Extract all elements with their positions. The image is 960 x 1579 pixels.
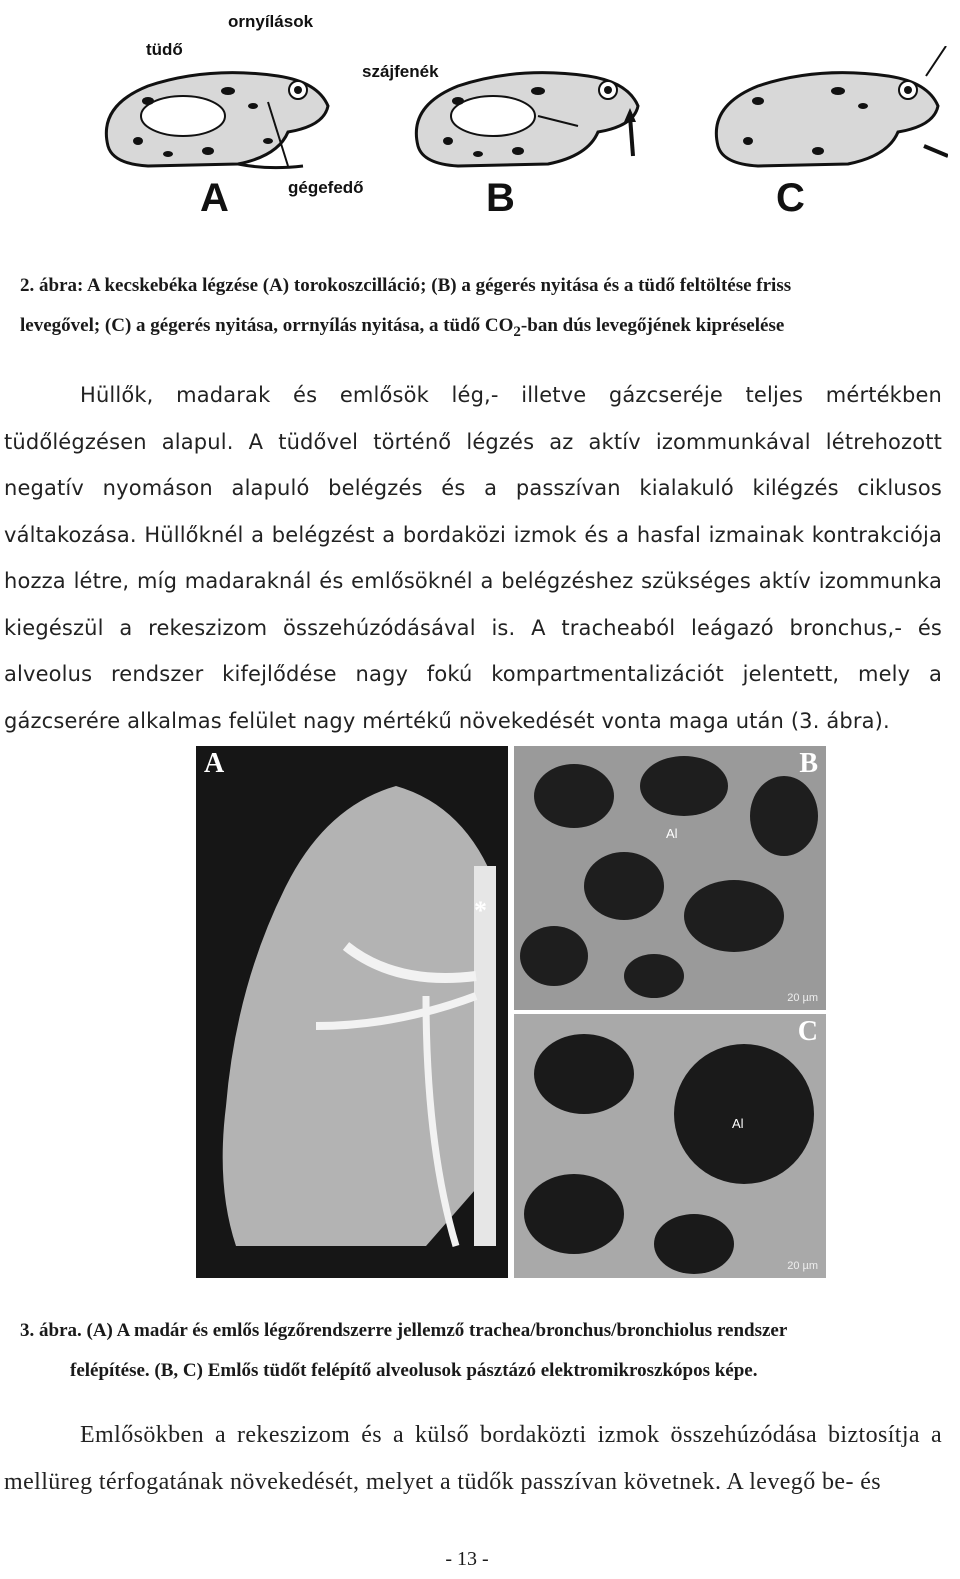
label-gegefedo: gégefedő (288, 178, 364, 197)
frog-illustration-c (698, 46, 948, 176)
body-paragraph-2: Emlősökben a rekeszizom és a külső bordaközti izmok összehúzódása biztosítja a mellüreg térfogatának növekedését, melyet a tüdők passzívan követnek. A levegő be- és (4, 1422, 942, 1495)
frog-panel-c-letter: C (776, 176, 805, 220)
caption-3-line-2: felépítése. (B, C) Emlős tüdőt felépítő alveolusok pásztázó elektromikroszkópos képe. (70, 1360, 758, 1381)
frog-illustration-a (88, 46, 338, 176)
body-paragraph-1: Hüllők, madarak és emlősök lég,- illetve gázcseréje teljes mértékben tüdőlégzésen alapul. A tüdővel történő légzés az aktív izommunkával létrehozott negatív nyomáson alapuló belégzés és a passzívan kialakuló kilégzés ciklusos váltakozása. Hüllőknél a belégzést a bordaközi izmok és a hasfal izmainak kontrakciója hozza létre, míg madaraknál és emlősöknél a belégzéshez szükséges aktív izommunka kiegészül a rekeszizom összehúzódásával is. A tracheaból leágazó bronchus,- és alveolus rendszer kifejlődése nagy fokú kompartmentalizációt jelentett, mely a gázcserére alkalmas felület nagy mértékű növekedését vonta maga után (3. ábra). (4, 383, 942, 733)
frog-panel-b-letter: B (486, 176, 515, 220)
alveolus-label-b: Al (666, 826, 678, 841)
figure-3-panel-b-photo (514, 746, 826, 1010)
figure-3-panel-a-photo (196, 746, 508, 1278)
scale-bar-b: 20 µm (787, 992, 818, 1004)
label-szajfenek: szájfenék (362, 62, 439, 81)
figure-3-panel-c-photo (514, 1014, 826, 1278)
label-ornyilasok: ornyílások (228, 12, 314, 31)
figure-2-frogs (88, 6, 948, 224)
photo-letter-b: B (799, 748, 818, 779)
figure-2-caption (20, 266, 920, 352)
page-number: - 13 - (445, 1548, 489, 1570)
figure-3-caption (20, 1311, 920, 1391)
scale-bar-c: 20 µm (787, 1260, 818, 1272)
label-tudo: tüdő (146, 40, 183, 59)
frog-panel-a-letter: A (200, 176, 229, 220)
photo-letter-a: A (204, 748, 225, 779)
asterisk-marker: * (474, 896, 487, 925)
caption-2-line-1: 2. ábra: A kecskebéka légzése (A) torokoszcilláció; (B) a gégerés nyitása és a tüdő feltöltése friss (20, 275, 792, 296)
alveolus-label-c: Al (732, 1116, 744, 1131)
caption-3-line-1: 3. ábra. (A) A madár és emlős légzőrendszerre jellemző trachea/bronchus/bronchiolus rendszer (20, 1320, 788, 1341)
photo-letter-c: C (797, 1016, 818, 1047)
frog-illustration-b (398, 46, 648, 176)
caption-2-line-2: levegővel; (C) a gégerés nyitása, orrnyílás nyitása, a tüdő $CO_2$-ban dús levegőjének kipréselése (20, 315, 785, 340)
